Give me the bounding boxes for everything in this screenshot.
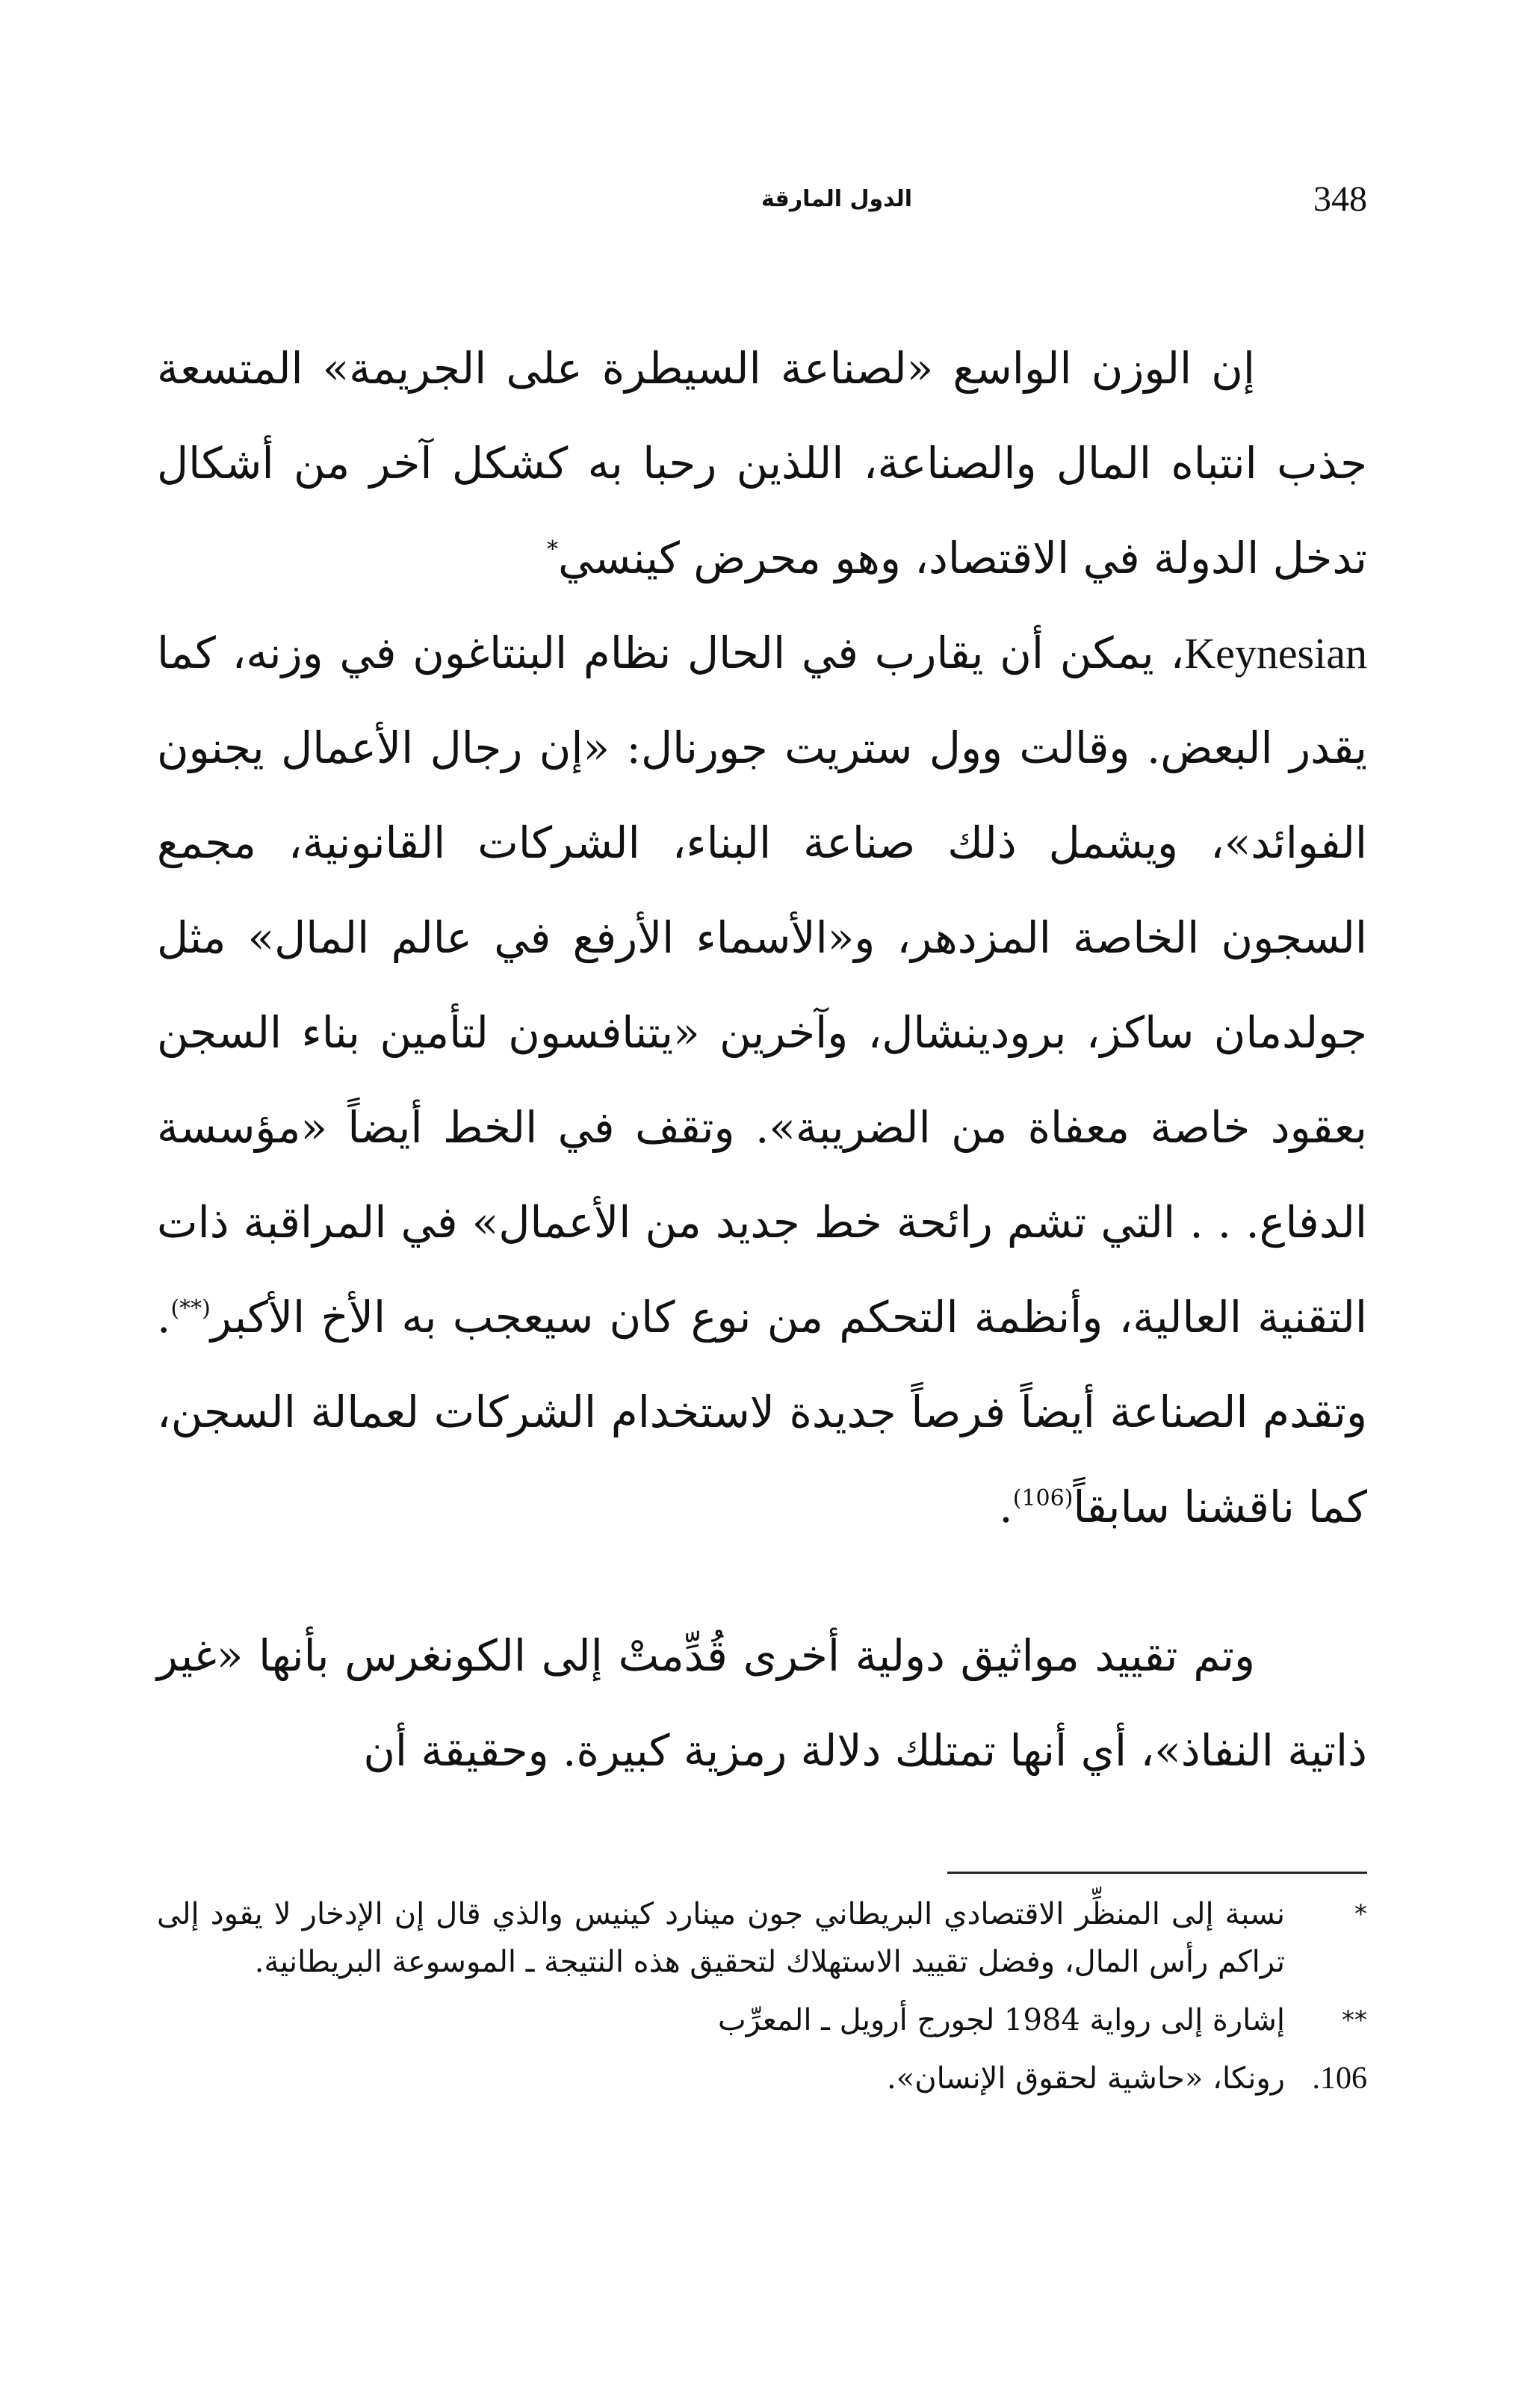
- footnote-text: إشارة إلى رواية 1984 لجورج أرويل ـ المعرِّب: [717, 2003, 1285, 2037]
- footnote-text: نسبة إلى المنظِّر الاقتصادي البريطاني جون مينارد كينيس والذي قال إن الإدخار لا يقود إلى تراكم رأس المال، وفضل تقييد الاستهلاك لتحقيق هذه النتيجة ـ الموسوعة البريطانية.: [157, 1897, 1285, 1979]
- paragraph-2: وتم تقييد مواثيق دولية أخرى قُدِّمتْ إلى الكونغرس بأنها «غير ذاتية النفاذ»، أي أنها تمتلك دلالة رمزية كبيرة. وحقيقة أن: [157, 1630, 1367, 1776]
- footnote-divider: [947, 1872, 1367, 1874]
- main-text: [157, 321, 1367, 1798]
- paragraph-1: [157, 321, 1367, 1555]
- running-title: الدول المارقة: [761, 186, 913, 212]
- page-number: 348: [1313, 179, 1367, 219]
- footnote-ref-106: (106): [1012, 1485, 1074, 1511]
- footnote-text: رونكا، «حاشية لحقوق الإنسان».: [887, 2061, 1285, 2096]
- paragraph-1-part-2: ، يمكن أن يقارب في الحال نظام البنتاغون في وزنه، كما يقدر البعض. وقالت وول ستريت جورنال: «إن رجال الأعمال يجنون الفوائد»، ويشمل ذلك صناعة البناء، الشركات القانونية، مجمع السجون الخاصة المزدهر، و«الأسماء الأرفع في عالم المال» مثل جولدمان ساكز، برودينشال، وآخرين «يتنافسون لتأمين بناء السجن بعقود خاصة معفاة من الضريبة». وتقف في الخط أيضاً «مؤسسة الدفاع. . . التي تشم رائحة خط جديد من الأعمال» في المراقبة ذات التقنية العالية، وأنظمة التحكم من نوع كان سيعجب به الأخ الأكبر: [157, 628, 1367, 1343]
- page-header: [157, 173, 1367, 226]
- footnote-star: [157, 1890, 1367, 1986]
- footnote-ref-double-star: (**): [170, 1296, 211, 1322]
- footnote-marker: **: [1342, 2005, 1367, 2035]
- footnote-106: [157, 2055, 1367, 2102]
- footnote-marker: *: [1354, 1899, 1367, 1929]
- latin-term: Keynesian: [1184, 629, 1367, 678]
- paragraph-1-part-3: . وتقدم الصناعة أيضاً فرصاً جديدة لاستخدام الشركات لعمالة السجن، كما ناقشنا سابقاً: [157, 1292, 1367, 1532]
- footnote-ref-star: *: [547, 536, 559, 563]
- footnotes: [157, 1890, 1367, 2113]
- footnote-marker: 106.: [1312, 2061, 1367, 2096]
- paragraph-1-part-1: إن الوزن الواسع «لصناعة السيطرة على الجريمة» المتسعة جذب انتباه المال والصناعة، اللذين رحبا به كشكل آخر من أشكال تدخل الدولة في الاقتصاد، وهو محرض كينسي: [157, 343, 1367, 584]
- paragraph-1-end: .: [999, 1482, 1013, 1532]
- footnote-double-star: [157, 1996, 1367, 2044]
